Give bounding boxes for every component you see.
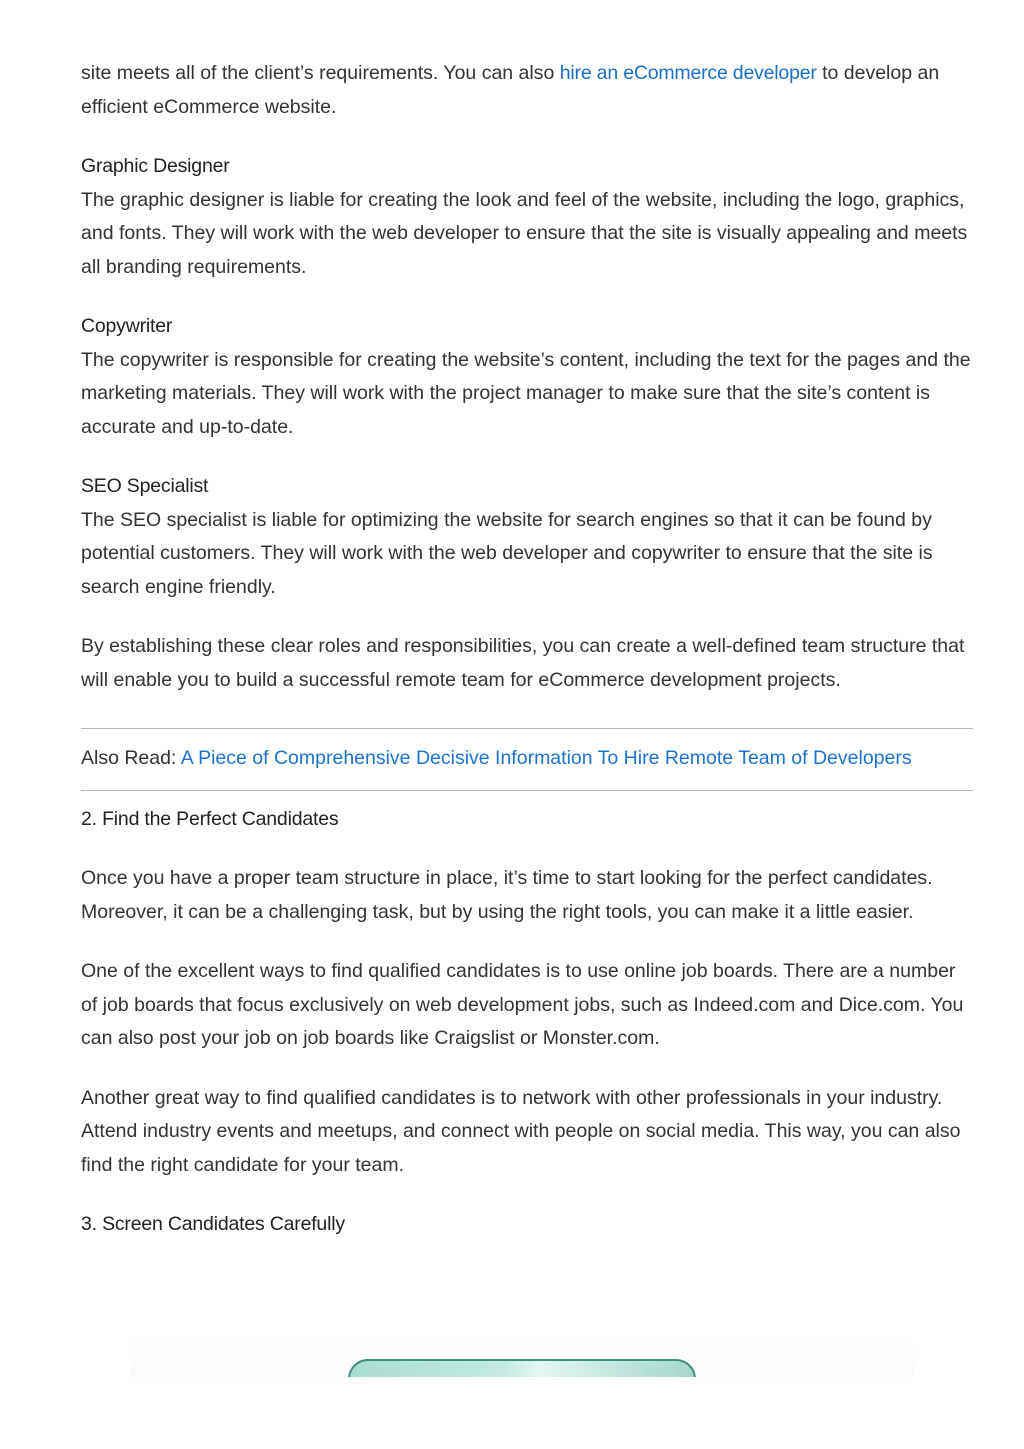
illustration-image bbox=[130, 1337, 914, 1377]
section2-paragraph-2: One of the excellent ways to find qualified candidates is to use online job boards. There are a number of job boards that focus exclusively on web development jobs, such as Indeed.com and Dice.com. You can also post your job on job boards like Craigslist or Monster.com. bbox=[81, 960, 964, 1049]
intro-text-after: to develop an efficient eCommerce website. bbox=[81, 62, 940, 118]
article-body bbox=[81, 57, 973, 1242]
section2-paragraph-3: Another great way to find qualified candidates is to network with other professionals in your industry. Attend industry events and meetups, and connect with people on social media. This way, you can also find the right candidate for your team. bbox=[81, 1086, 961, 1176]
role-heading-seo-specialist: SEO Specialist bbox=[81, 475, 209, 497]
summary-paragraph: By establishing these clear roles and responsibilities, you can create a well-defined team structure that will enable you to build a successful remote team for eCommerce development projects. bbox=[81, 635, 965, 691]
intro-text-before: site meets all of the client’s requirements. You can also bbox=[81, 62, 560, 84]
hire-ecommerce-developer-link[interactable]: hire an eCommerce developer bbox=[559, 62, 817, 84]
section-heading-find-candidates: 2. Find the Perfect Candidates bbox=[81, 807, 339, 830]
also-read-label: Also Read: bbox=[81, 747, 181, 769]
role-heading-graphic-designer: Graphic Designer bbox=[81, 155, 230, 177]
intro-paragraph bbox=[81, 57, 973, 124]
also-read-box bbox=[81, 729, 973, 790]
role-description-copywriter: The copywriter is responsible for creating the website’s content, including the text for the pages and the marketing materials. They will work with the project manager to make sure that the site’s content is accurate and up-to-date. bbox=[81, 348, 971, 438]
role-description-graphic-designer: The graphic designer is liable for creating the look and feel of the website, including the logo, graphics, and fonts. They will work with the web developer to ensure that the site is visually appealing and meets all branding requirements. bbox=[81, 188, 968, 278]
section2-paragraph-1: Once you have a proper team structure in place, it’s time to start looking for the perfect candidates. Moreover, it can be a challenging task, but by using the right tools, you can make it a little easier. bbox=[81, 867, 933, 923]
role-heading-copywriter: Copywriter bbox=[81, 315, 173, 337]
role-description-seo-specialist: The SEO specialist is liable for optimizing the website for search engines so that it can be found by potential customers. They will work with the web developer and copywriter to ensure that the site is search engine friendly. bbox=[81, 508, 933, 598]
also-read-link[interactable]: A Piece of Comprehensive Decisive Information To Hire Remote Team of Developers bbox=[180, 747, 912, 769]
section-heading-screen-candidates: 3. Screen Candidates Carefully bbox=[81, 1213, 345, 1235]
divider-bottom bbox=[81, 790, 973, 791]
illustration-pill-shape bbox=[348, 1359, 696, 1377]
